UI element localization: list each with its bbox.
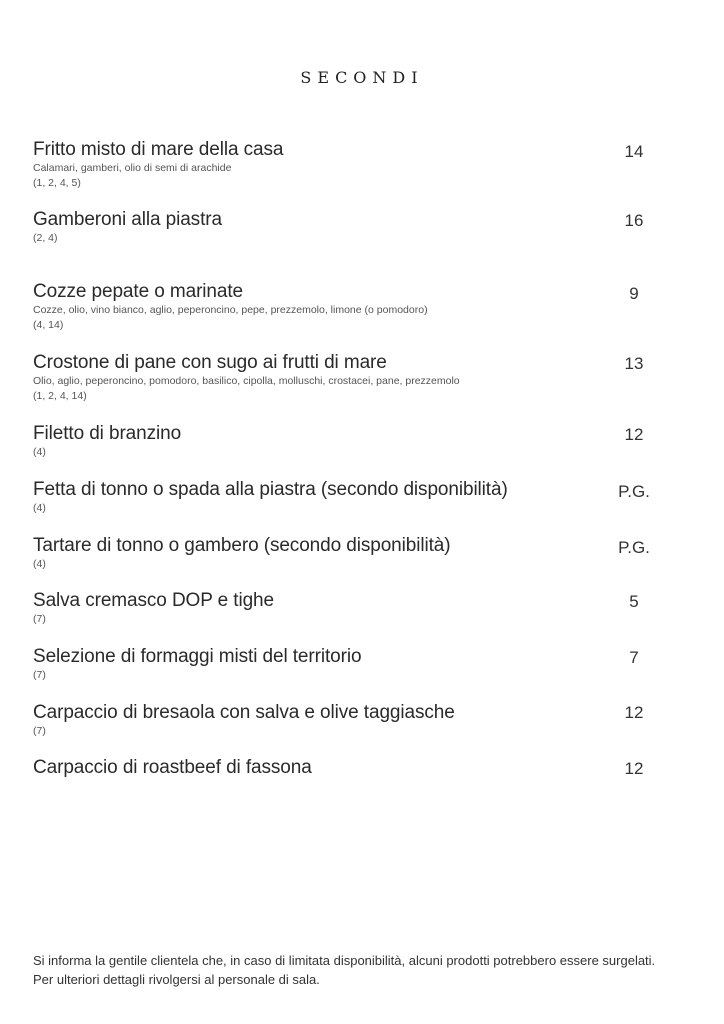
item-allergens: (4, 14) [33,319,64,331]
item-description: Cozze, olio, vino bianco, aglio, peperoncino, pepe, prezzemolo, limone (o pomodoro) [33,304,428,316]
item-price: 12 [624,759,644,778]
item-name: Cozze pepate o marinate [33,281,243,302]
menu-item [33,423,644,460]
menu-item [33,757,644,779]
item-price: 5 [629,592,639,611]
item-allergens: (7) [33,613,46,625]
item-price: 9 [629,284,639,303]
item-price: 12 [624,425,644,444]
item-description: Calamari, gamberi, olio di semi di arachide [33,162,232,174]
item-name: Crostone di pane con sugo ai frutti di mare [33,352,387,373]
item-allergens: (2, 4) [33,232,58,244]
menu-item [33,209,644,246]
item-name: Fritto misto di mare della casa [33,139,284,160]
item-price: 16 [624,211,644,230]
item-allergens: (4) [33,558,46,570]
item-name: Filetto di branzino [33,423,182,444]
item-name: Carpaccio di bresaola con salva e olive taggiasche [33,702,455,723]
item-price: 7 [629,648,639,667]
item-name: Gamberoni alla piastra [33,209,222,230]
item-allergens: (1, 2, 4, 5) [33,177,81,189]
item-allergens: (4) [33,502,46,514]
item-allergens: (7) [33,725,46,737]
menu-item [33,281,639,333]
menu-item [33,139,644,191]
item-price: 14 [624,142,644,161]
menu-item [33,479,650,516]
menu-item [33,352,644,404]
page-title: SECONDI [300,68,424,87]
footer-note: Si informa la gentile clientela che, in caso di limitata disponibilità, alcuni prodotti potrebbero essere surgelati. Per ulteriori dettagli rivolgersi al personale di sala. [33,953,656,987]
item-allergens: (7) [33,669,46,681]
item-allergens: (1, 2, 4, 14) [33,390,87,402]
item-description: Olio, aglio, peperoncino, pomodoro, basilico, cipolla, molluschi, crostacei, pane, prezzemolo [33,375,460,387]
item-price: P.G. [618,538,650,557]
menu-item [33,535,650,572]
item-allergens: (4) [33,446,46,458]
item-price: 13 [624,354,644,373]
item-price: 12 [624,703,644,722]
item-price: P.G. [618,482,650,501]
item-name: Carpaccio di roastbeef di fassona [33,757,312,778]
menu-item [33,702,644,739]
item-name: Salva cremasco DOP e tighe [33,590,274,611]
menu-item [33,590,639,627]
item-name: Selezione di formaggi misti del territorio [33,646,362,667]
menu-item [33,646,639,683]
item-name: Tartare di tonno o gambero (secondo disponibilità) [33,535,451,556]
item-name: Fetta di tonno o spada alla piastra (secondo disponibilità) [33,479,508,500]
